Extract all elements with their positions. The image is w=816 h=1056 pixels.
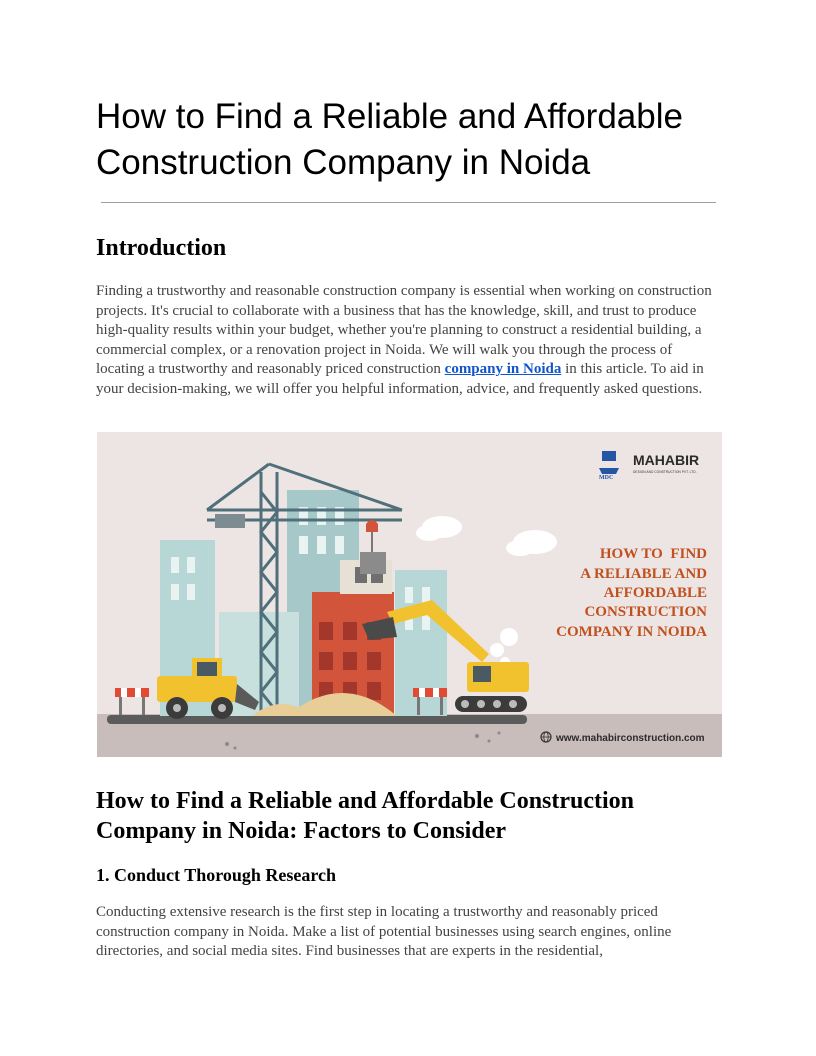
- hero-illustration: [97, 432, 722, 757]
- hero-headline-line: COMPANY IN NOIDA: [556, 624, 707, 640]
- factors-heading: How to Find a Reliable and Affordable Construction Company in Noida: Factors to Consider: [96, 788, 635, 844]
- company-in-noida-link[interactable]: company in Noida: [444, 361, 562, 377]
- hero-headline-line: HOW TO FIND: [599, 546, 707, 562]
- hero-headline-line: AFFORDABLE: [603, 585, 707, 601]
- horizontal-divider: [101, 202, 716, 203]
- brand-abbr: MDC: [599, 475, 614, 481]
- research-paragraph: Conducting extensive research is the first step in locating a trustworthy and reasonably priced construction company in Noida. Make a list of potential businesses using search engines, online directories, and social media sites. Find businesses that are experts in the residential,: [96, 904, 672, 959]
- brand-name: MAHABIR: [633, 452, 700, 468]
- introduction-paragraph: [96, 282, 724, 399]
- introduction-heading: Introduction: [96, 235, 227, 261]
- intro-text-before: Finding a trustworthy and reasonable construction company is essential when working on construction projects. It's crucial to collaborate with a business that has the knowledge, skill, and trust to produce high-quality results within your budget, whether you're planning to construct a residential building, a commercial complex, or a renovation project in Noida. We will walk you through the process of locating a trustworthy and reasonably priced construction: [96, 283, 712, 377]
- hero-headline-line: CONSTRUCTION: [584, 604, 707, 620]
- page-title: How to Find a Reliable and Affordable Construction Company in Noida: [96, 97, 683, 182]
- website-url: www.mahabirconstruction.com: [556, 733, 705, 744]
- brand-tagline: DESIGN AND CONSTRUCTION PVT. LTD.: [633, 470, 697, 474]
- intro-text-after: in this article. To aid in your decision-making, we will offer you helpful information, advice, and frequently asked questions.: [96, 361, 704, 397]
- hero-headline-line: A RELIABLE AND: [580, 566, 707, 582]
- research-subheading: 1. Conduct Thorough Research: [96, 865, 337, 885]
